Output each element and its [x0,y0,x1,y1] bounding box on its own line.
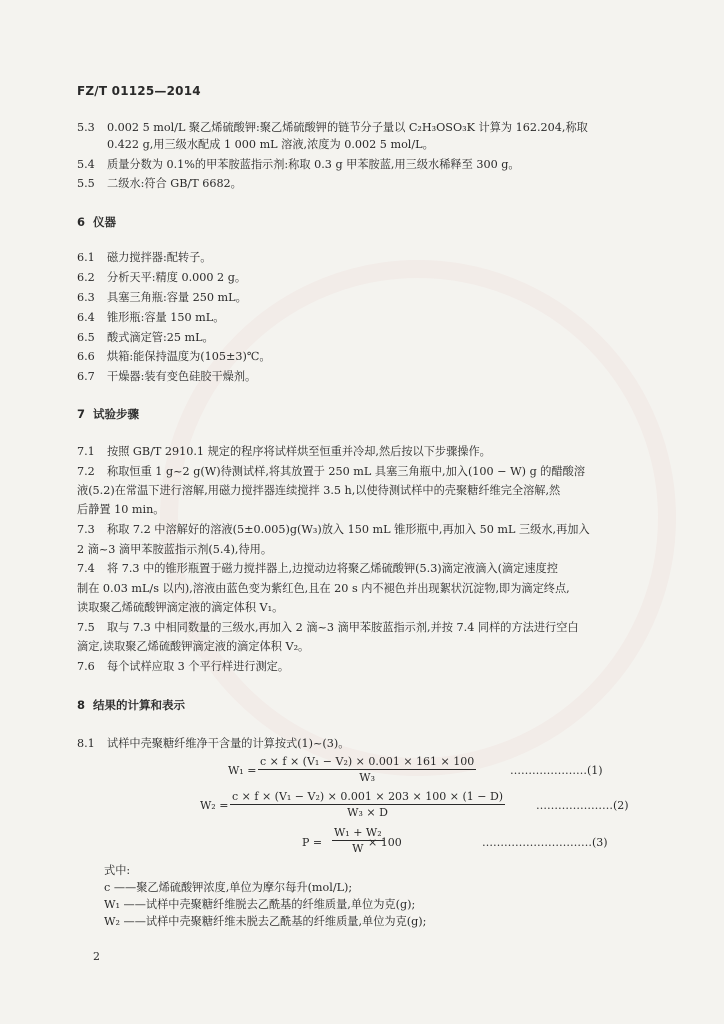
variable-definitions [104,862,426,930]
definition-w1: W₁ ——试样中壳聚糖纤维脱去乙酰基的纤维质量,单位为克(g); [104,898,416,911]
formula-1-lhs: W₁ = [228,764,257,777]
equation-number-1: …………………(1) [510,764,603,777]
clause-6-4: 6.4 锥形瓶:容量 150 mL。 [77,311,225,324]
clause-6-5: 6.5 酸式滴定管:25 mL。 [77,331,214,344]
section-8-heading: 8 结果的计算和表示 [77,698,185,712]
formula-3-fraction: $\frac{\text{W₁ + W₂}}{W}$ [334,826,382,855]
clause-6-3: 6.3 具塞三角瓶:容量 250 mL。 [77,291,247,304]
clause-8-1: 8.1 试样中壳聚糖纤维净干含量的计算按式(1)~(3)。 [77,737,350,750]
page-number: 2 [93,950,100,963]
clause-5-5: 5.5 二级水:符合 GB/T 6682。 [77,177,242,190]
clause-6-1: 6.1 磁力搅拌器:配转子。 [77,251,212,264]
formula-2-lhs: W₂ = [200,799,229,812]
definitions-intro: 式中: [104,864,131,877]
clause-7-2-line3: 后静置 10 min。 [77,503,165,516]
clause-7-6: 7.6 每个试样应取 3 个平行样进行测定。 [77,660,290,673]
clause-6-2: 6.2 分析天平:精度 0.000 2 g。 [77,271,247,284]
clause-7-4-line3: 读取聚乙烯硫酸钾滴定液的滴定体积 V₁。 [77,601,284,614]
formula-3-multiplier: × 100 [368,836,402,849]
clause-7-4-line1: 7.4 将 7.3 中的锥形瓶置于磁力搅拌器上,边搅动边将聚乙烯硫酸钾(5.3)滴定液滴入(滴定速度控 [77,562,558,575]
clause-5-3-line2: 0.422 g,用三级水配成 1 000 mL 溶液,浓度为 0.002 5 mol/L。 [107,138,434,151]
clause-7-3-line2: 2 滴~3 滴甲苯胺蓝指示剂(5.4),待用。 [77,543,273,556]
clause-6-7: 6.7 干燥器:装有变色硅胶干燥剂。 [77,370,257,383]
formula-2-fraction: $\frac{\text{c × f × (V₁ − V₂) × 0.001 × 203 × 100 × (1 − D)}}{\text{W₃ × D}}$ [232,790,504,819]
equation-number-3: …………………………(3) [482,836,608,849]
equation-number-2: …………………(2) [536,799,629,812]
clause-7-4-line2: 制在 0.03 mL/s 以内),溶液由蓝色变为紫红色,且在 20 s 内不褪色并出现絮状沉淀物,即为滴定终点, [77,582,570,595]
formula-3-lhs: P = [302,836,323,849]
definition-c: c ——聚乙烯硫酸钾浓度,单位为摩尔每升(mol/L); [104,881,353,894]
definition-w2: W₂ ——试样中壳聚糖纤维未脱去乙酰基的纤维质量,单位为克(g); [104,915,427,928]
clause-7-1: 7.1 按照 GB/T 2910.1 规定的程序将试样烘至恒重并冷却,然后按以下步骤操作。 [77,445,491,458]
clause-7-2-line2: 液(5.2)在常温下进行溶解,用磁力搅拌器连续搅拌 3.5 h,以使待测试样中的壳聚糖纤维完全溶解,然 [77,484,561,497]
clause-5-3-line1: 5.3 0.002 5 mol/L 聚乙烯硫酸钾:聚乙烯硫酸钾的链节分子量以 C₂H₃OSO₃K 计算为 162.204,称取 [77,121,588,134]
clause-7-3-line1: 7.3 称取 7.2 中溶解好的溶液(5±0.005)g(W₃)放入 150 mL 锥形瓶中,再加入 50 mL 三级水,再加入 [77,523,590,536]
clause-6-6: 6.6 烘箱:能保持温度为(105±3)℃。 [77,350,271,363]
clause-7-5-line1: 7.5 取与 7.3 中相同数量的三级水,再加入 2 滴~3 滴甲苯胺蓝指示剂,并按 7.4 同样的方法进行空白 [77,621,579,634]
standard-code-header: FZ/T 01125—2014 [77,84,201,98]
clause-7-5-line2: 滴定,读取聚乙烯硫酸钾滴定液的滴定体积 V₂。 [77,640,310,653]
formula-1-fraction: $\frac{\text{c × f × (V₁ − V₂) × 0.001 × 161 × 100}}{\text{W₃}}$ [260,755,475,784]
clause-7-2-line1: 7.2 称取恒重 1 g~2 g(W)待测试样,将其放置于 250 mL 具塞三角瓶中,加入(100 − W) g 的醋酸溶 [77,465,586,478]
section-7-heading: 7 试验步骤 [77,407,139,421]
section-6-heading: 6 仪器 [77,215,116,229]
clause-5-4: 5.4 质量分数为 0.1%的甲苯胺蓝指示剂:称取 0.3 g 甲苯胺蓝,用三级水稀释至 300 g。 [77,158,520,171]
